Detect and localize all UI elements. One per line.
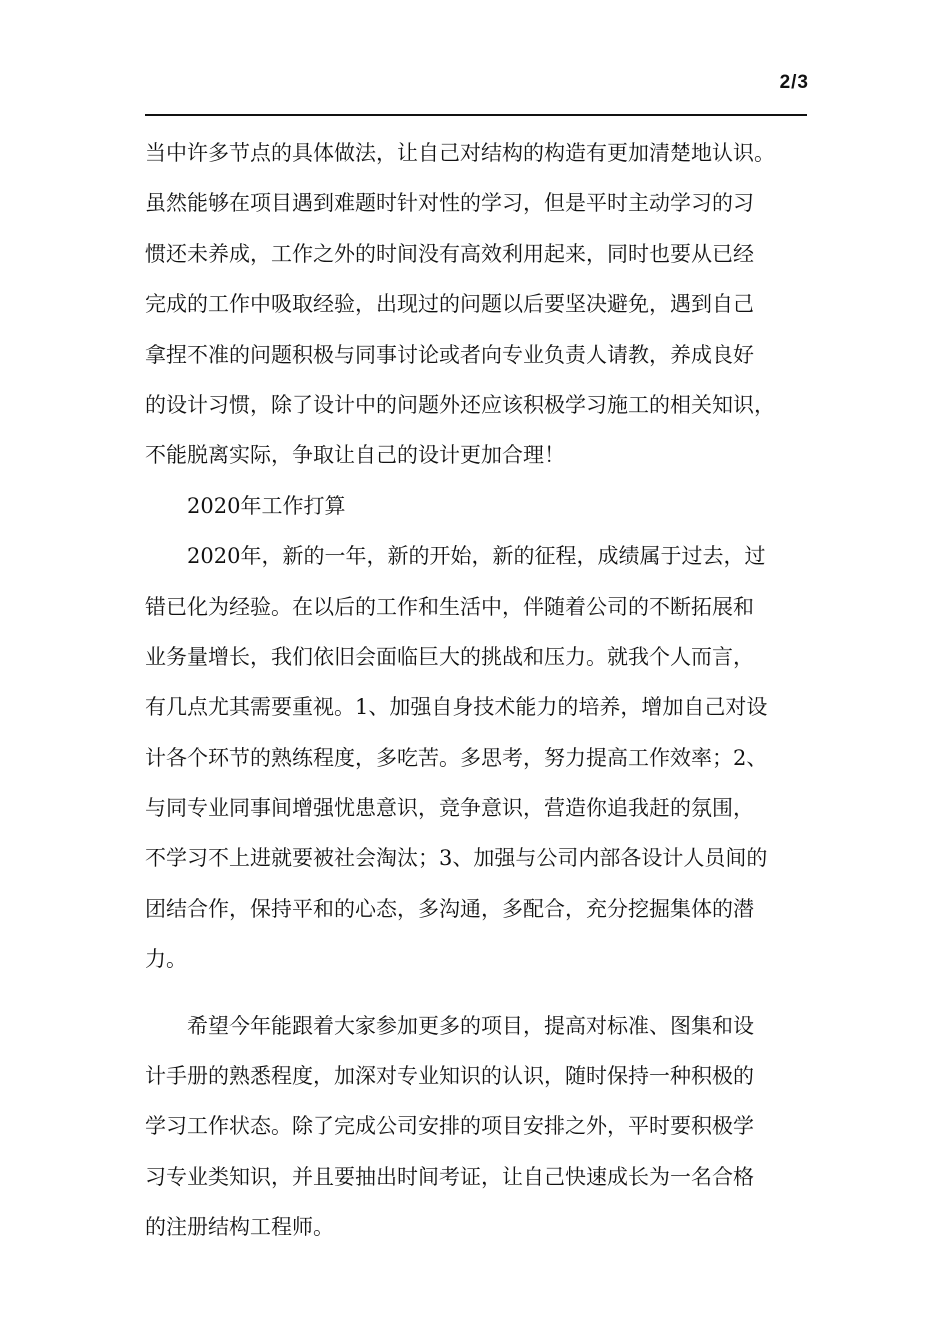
text-line: 计各个环节的熟练程度，多吃苦。多思考，努力提高工作效率；2、 xyxy=(145,745,768,770)
text-line: 虽然能够在项目遇到难题时针对性的学习，但是平时主动学习的习 xyxy=(145,191,754,216)
text-line: 完成的工作中吸取经验，出现过的问题以后要坚决避免，遇到自己 xyxy=(145,292,754,317)
text-line: 当中许多节点的具体做法，让自己对结构的构造有更加清楚地认识。 xyxy=(145,141,775,165)
text-line: 希望今年能跟着大家参加更多的项目，提高对标准、图集和设 xyxy=(187,1013,754,1038)
text-line: 学习工作状态。除了完成公司安排的项目安排之外，平时要积极学 xyxy=(145,1114,754,1139)
text-line: 不能脱离实际，争取让自己的设计更加合理！ xyxy=(145,443,565,468)
text-line: 拿捏不准的问题积极与同事讨论或者向专业负责人请教，养成良好 xyxy=(145,342,754,367)
text-line: 惯还未养成，工作之外的时间没有高效利用起来，同时也要从已经 xyxy=(145,241,754,266)
paragraph-3 xyxy=(145,1001,813,1253)
text-line: 的设计习惯，除了设计中的问题外还应该积极学习施工的相关知识， xyxy=(145,392,775,417)
text-line: 有几点尤其需要重视。1、加强自身技术能力的培养，增加自己对设 xyxy=(145,695,768,720)
text-line: 错已化为经验。在以后的工作和生活中，伴随着公司的不断拓展和 xyxy=(145,594,754,619)
document-body xyxy=(145,128,813,1253)
text-line: 习专业类知识，并且要抽出时间考证，让自己快速成长为一名合格 xyxy=(145,1164,754,1189)
header-divider xyxy=(145,114,807,116)
page-number: 2/3 xyxy=(779,72,809,93)
paragraph-2 xyxy=(145,531,813,985)
section-heading: 2020年工作打算 xyxy=(187,493,346,518)
text-line: 团结合作，保持平和的心态，多沟通，多配合，充分挖掘集体的潜 xyxy=(145,896,754,921)
text-line: 的注册结构工程师。 xyxy=(145,1215,334,1240)
text-line: 2020年，新的一年，新的开始，新的征程，成绩属于过去，过 xyxy=(187,544,766,569)
paragraph-1 xyxy=(145,128,813,481)
text-line: 与同专业同事间增强忧患意识，竞争意识，营造你追我赶的氛围， xyxy=(145,796,754,821)
paragraph-spacer xyxy=(145,985,813,1001)
text-line: 计手册的熟悉程度，加深对专业知识的认识，随时保持一种积极的 xyxy=(145,1064,754,1089)
text-line: 不学习不上进就要被社会淘汰；3、加强与公司内部各设计人员间的 xyxy=(145,846,768,871)
text-line: 业务量增长，我们依旧会面临巨大的挑战和压力。就我个人而言， xyxy=(145,644,754,669)
text-line: 力。 xyxy=(145,947,187,972)
